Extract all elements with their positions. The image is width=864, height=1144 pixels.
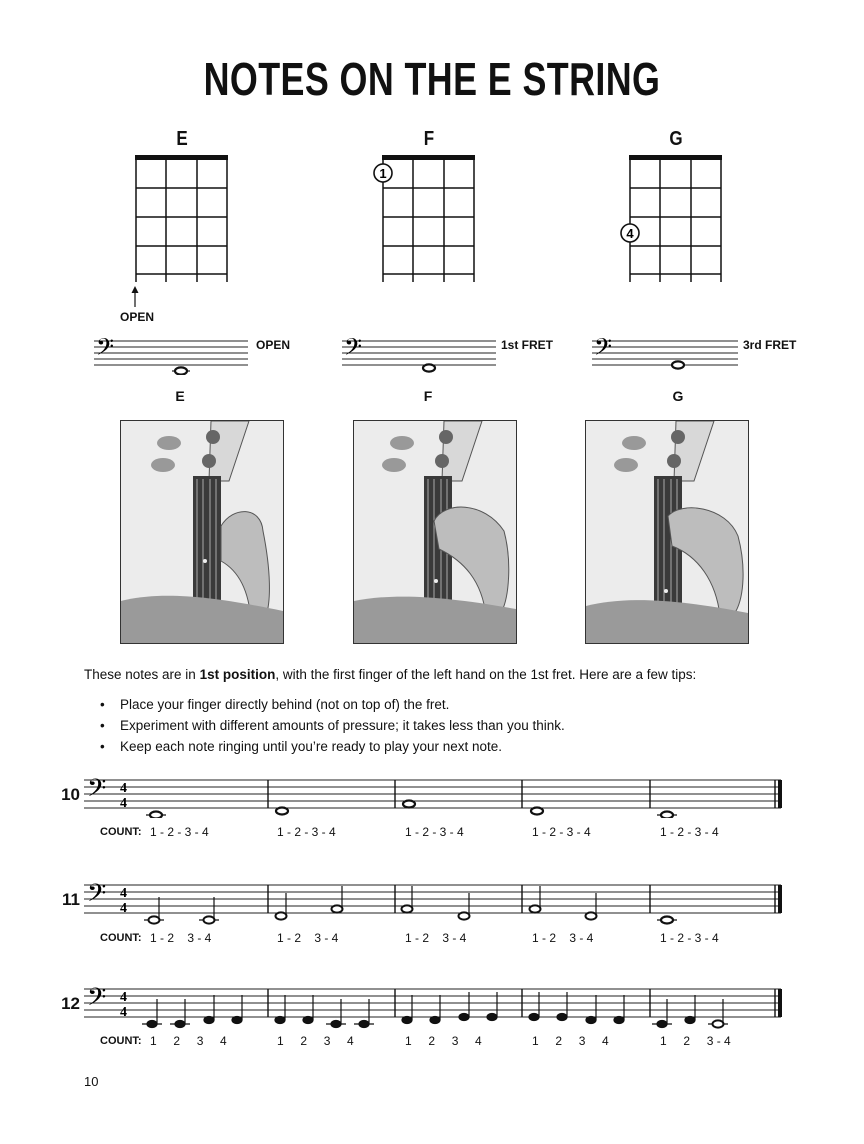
finger-number: 1 [379,166,387,181]
fret-label-first: 1st FRET [501,338,554,352]
quarter-note [402,1017,412,1024]
quarter-note [275,1017,285,1024]
count-measure: 1 - 2 3 - 4 [532,931,594,945]
quarter-note [529,1014,539,1021]
quarter-note [175,1021,185,1028]
page-number: 10 [84,1074,99,1089]
staff-note-e [92,333,252,375]
count-measure: 1 - 2 3 - 4 [277,931,339,945]
bass-clef-icon: 𝄢 [87,987,107,1018]
bass-clef-icon: 𝄢 [87,883,107,914]
fretboard-diagram-f [367,150,497,290]
whole-note [531,808,543,815]
intro-bold: 1st position [199,667,276,682]
whole-note [150,812,162,819]
time-signature-bottom: 4 [120,1005,127,1020]
half-note [332,905,343,912]
fret-label-open: OPEN [256,338,291,352]
whole-note [403,801,415,808]
half-note [713,1020,724,1027]
whole-note [672,361,684,368]
count-label: COUNT: [100,1035,142,1047]
tip-item: • Keep each note ringing until you’re ready to play your next note. [86,739,786,760]
quarter-note [586,1017,596,1024]
quarter-note [359,1021,369,1028]
whole-note [276,808,288,815]
time-signature-top: 4 [120,990,127,1005]
count-label: COUNT: [100,932,142,944]
quarter-note [331,1021,341,1028]
count-measure: 1 - 2 - 3 - 4 [405,825,464,839]
quarter-note [487,1014,497,1021]
staff-note-g [590,333,750,375]
time-signature-top: 4 [120,886,127,901]
tip-item: • Place your finger directly behind (not on top of) the fret. [86,697,786,718]
page-title: NOTES ON THE E STRING [203,53,661,105]
time-signature-top: 4 [120,781,127,796]
quarter-note [147,1021,157,1028]
exercise-number: 11 [62,890,80,909]
half-note [276,912,287,919]
intro-text-end: , with the first finger of the left hand on the 1st fret. Here are a few tips: [275,667,697,682]
exercise-number: 12 [61,994,80,1013]
chord-name-g: G [669,128,683,150]
open-label: OPEN [120,310,155,324]
count-label: COUNT: [100,826,142,838]
quarter-note [685,1017,695,1024]
photo-e-position [120,420,284,644]
half-note [530,905,541,912]
count-measure: 1 - 2 - 3 - 4 [660,825,719,839]
finger-number: 4 [626,226,634,241]
note-name-f: F [423,388,433,404]
count-measure: 1 - 2 3 - 4 [150,931,212,945]
note-name-e: E [175,388,185,404]
note-name-g: G [672,388,684,404]
fretboard-diagram-g [614,150,744,290]
photo-g-position [585,420,749,644]
exercise-number: 10 [61,785,80,804]
quarter-note [657,1021,667,1028]
count-measure: 1 - 2 3 - 4 [405,931,467,945]
half-note [586,912,597,919]
count-measure: 1 2 3 4 [532,1034,609,1048]
intro-text: These notes are in [84,667,200,682]
tips-list [86,697,786,760]
time-signature-bottom: 4 [120,901,127,916]
fretboard-diagram-e [120,150,250,320]
half-note [402,905,413,912]
half-note [459,912,470,919]
tip-item: • Experiment with different amounts of pressure; it takes less than you think. [86,718,786,739]
fret-label-third: 3rd FRET [743,338,797,352]
bass-clef-icon: 𝄢 [594,333,613,366]
count-measure: 1 - 2 - 3 - 4 [150,825,209,839]
count-measure: 1 - 2 - 3 - 4 [660,931,719,945]
quarter-note [430,1017,440,1024]
exercise-staff-10 [84,778,784,818]
chord-name-f: F [423,128,435,150]
whole-note [661,917,673,924]
exercise-staff-11 [84,883,784,925]
open-arrow-icon [132,286,139,307]
whole-note [423,364,435,371]
quarter-note [459,1014,469,1021]
half-note [204,916,215,923]
time-signature-bottom: 4 [120,796,127,811]
exercise-staff-12 [84,987,784,1029]
whole-note [175,367,187,374]
bass-clef-icon: 𝄢 [344,333,363,366]
staff-note-f [340,333,500,375]
count-measure: 1 - 2 - 3 - 4 [277,825,336,839]
count-measure: 1 2 3 4 [405,1034,482,1048]
count-measure: 1 2 3 - 4 [660,1034,731,1048]
quarter-note [204,1017,214,1024]
chord-name-e: E [176,128,188,150]
quarter-note [232,1017,242,1024]
count-measure: 1 2 3 4 [277,1034,354,1048]
count-measure: 1 - 2 - 3 - 4 [532,825,591,839]
quarter-note [614,1017,624,1024]
count-measure: 1 2 3 4 [150,1034,227,1048]
bass-clef-icon: 𝄢 [87,778,107,809]
quarter-note [303,1017,313,1024]
whole-note [661,812,673,819]
intro-paragraph [84,667,784,682]
bass-clef-icon: 𝄢 [96,333,115,366]
photo-f-position [353,420,517,644]
quarter-note [557,1014,567,1021]
half-note [149,916,160,923]
